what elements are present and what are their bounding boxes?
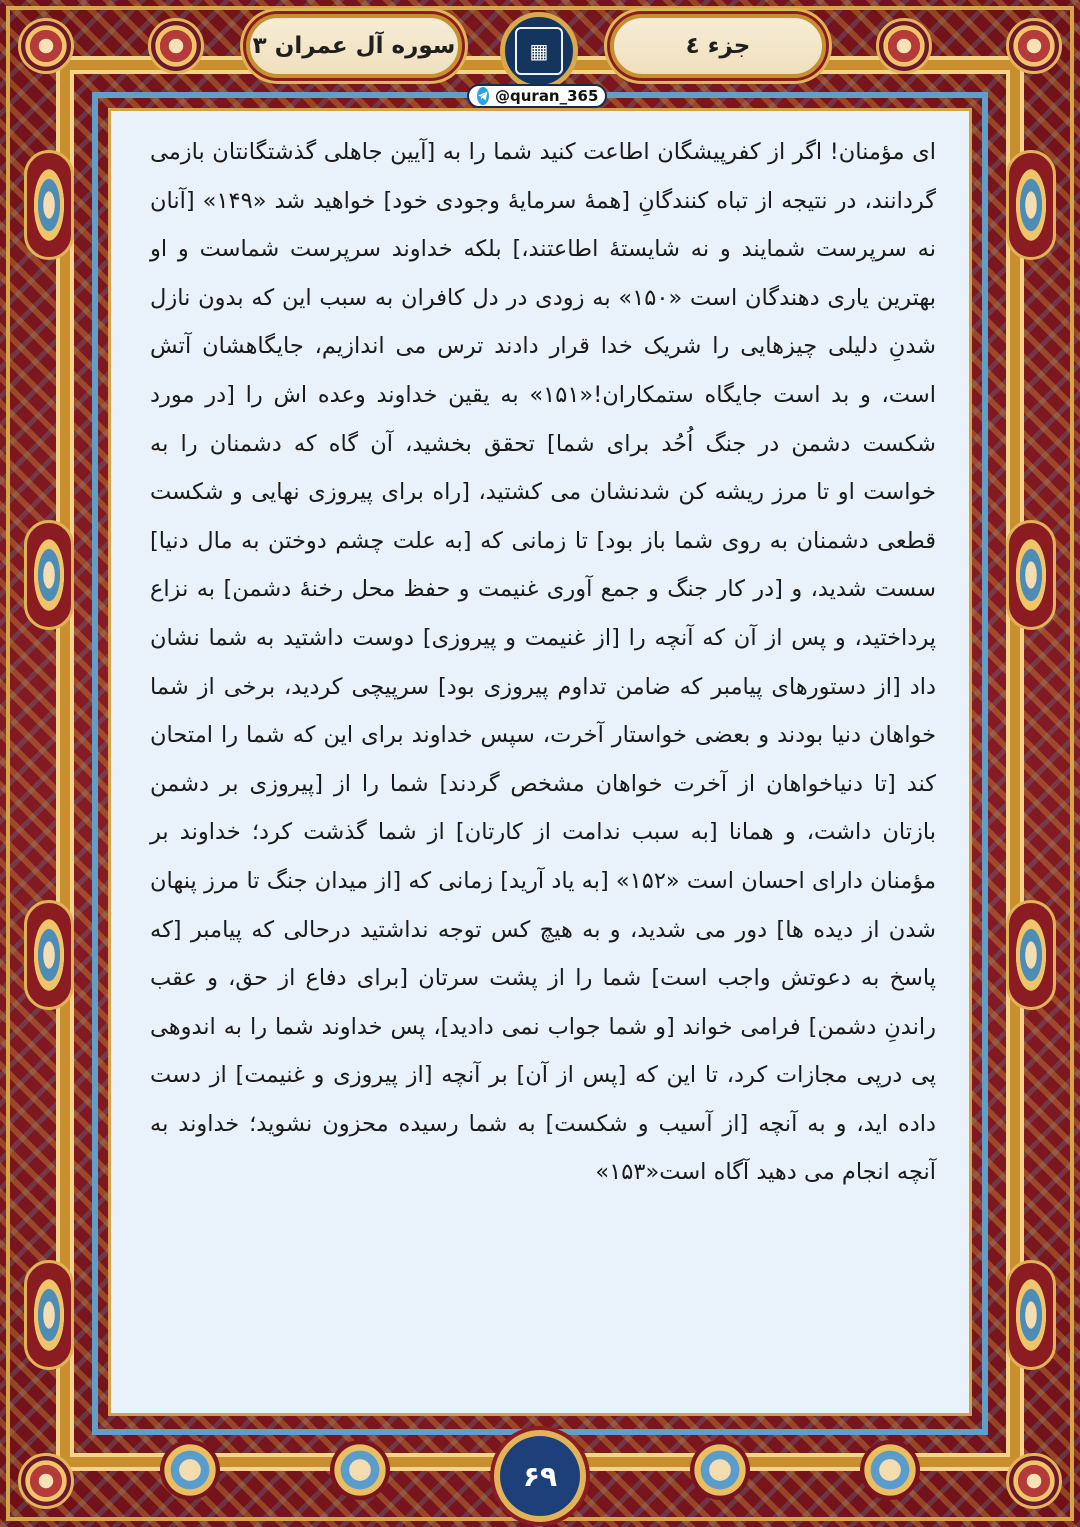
side-ornament-icon	[1006, 900, 1056, 1010]
telegram-icon	[477, 87, 489, 105]
translation-text	[150, 128, 936, 1197]
side-ornament-icon	[24, 150, 74, 260]
surah-label: سوره آل عمران ٣	[252, 33, 456, 59]
bottom-ornament-icon	[860, 1440, 920, 1500]
side-ornament-icon	[1006, 150, 1056, 260]
corner-ornament-icon	[876, 18, 932, 74]
channel-handle: @quran_365	[495, 87, 599, 105]
corner-ornament-icon	[18, 18, 74, 74]
calligraphy-logo-icon	[500, 12, 578, 90]
side-ornament-icon	[24, 1260, 74, 1370]
juz-label: جزء ٤	[685, 33, 751, 59]
corner-ornament-icon	[1006, 18, 1062, 74]
side-ornament-icon	[24, 520, 74, 630]
corner-ornament-icon	[1006, 1453, 1062, 1509]
page-number-medallion	[494, 1430, 586, 1522]
side-ornament-icon	[24, 900, 74, 1010]
side-ornament-icon	[1006, 520, 1056, 630]
kufic-square-icon: ▦	[515, 27, 563, 75]
translation-paragraph: ای مؤمنان! اگر از کفرپیشگان اطاعت کنید شما را به [آیین جاهلی گذشتگانتان بازمی گردانند، در نتیجه از تباه کنندگانِ [همهٔ سرمایهٔ وجودی خود] خواهید شد «۱۴۹» [آنان نه سرپرست شمایند و نه شایستهٔ اطاعتند،] بلکه خداوند سرپرست شماست و او بهترین یاری دهندگان است «۱۵۰» به زودی در دل کافران به سبب این که بدون نازل شدنِ دلیلی چیزهایی را شریک خدا قرار دادند ترس می اندازیم، جایگاهشان آتش است، و بد است جایگاه ستمکاران!«۱۵۱» به یقین خداوند وعده اش را [در مورد شکست دشمن در جنگ اُحُد برای شما] تحقق بخشید، آن گاه که دشمنان را به خواست او تا مرز ریشه کن شدنشان می کشتید، [راه برای پیروزی نهایی و شکست قطعی دشمنان به روی شما باز بود] تا زمانی که [به علت چشم دوختن به مال دنیا] سست شدید، و [در کار جنگ و جمع آوری غنیمت و حفظ محل رخنهٔ دشمن] به نزاع پرداختید، و پس از آن که آنچه را [از غنیمت و پیروزی] دوست داشتید به شما نشان داد [از دستورهای پیامبر که ضامن تداوم پیروزی بود] سرپیچی کردید، برخی از شما خواهان دنیا بودند و بعضی خواستار آخرت، سپس خداوند برای این که شما را امتحان کند [تا دنیاخواهان از آخرت خواهان مشخص گردند] شما را از [پیروزی بر دشمن بازتان داشت، و همانا [به سبب ندامت از کارتان] از شما گذشت کرد؛ خداوند بر مؤمنان دارای احسان است «۱۵۲» [به یاد آرید] زمانی که [از میدان جنگ تا مرز پنهان شدن از دیده ها] دور می شدید، و به هیچ کس توجه نداشتید درحالی که پیامبر [که پاسخ به دعوتش واجب است] شما را از پشت سرتان [برای دفاع از حق، و عقب راندنِ دشمن] فرامی خواند [و شما جواب نمی دادید]، پس خداوند شما را به اندوهی پی درپی مجازات کرد، تا این که [پس از آن] بر آنچه [از پیروزی و غنیمت] از دست داده اید، و به آنچه [از آسیب و شکست] به شما رسیده محزون نشوید؛ خداوند به آنچه انجام می دهید آگاه است«۱۵۳»	[150, 139, 937, 1186]
side-ornament-icon	[1006, 1260, 1056, 1370]
channel-tag[interactable]	[467, 84, 607, 108]
bottom-ornament-icon	[160, 1440, 220, 1500]
corner-ornament-icon	[148, 18, 204, 74]
bottom-ornament-icon	[690, 1440, 750, 1500]
surah-cartouche	[246, 14, 462, 78]
bottom-ornament-icon	[330, 1440, 390, 1500]
page-number: ۶۹	[522, 1459, 558, 1493]
juz-cartouche	[610, 14, 826, 78]
corner-ornament-icon	[18, 1453, 74, 1509]
